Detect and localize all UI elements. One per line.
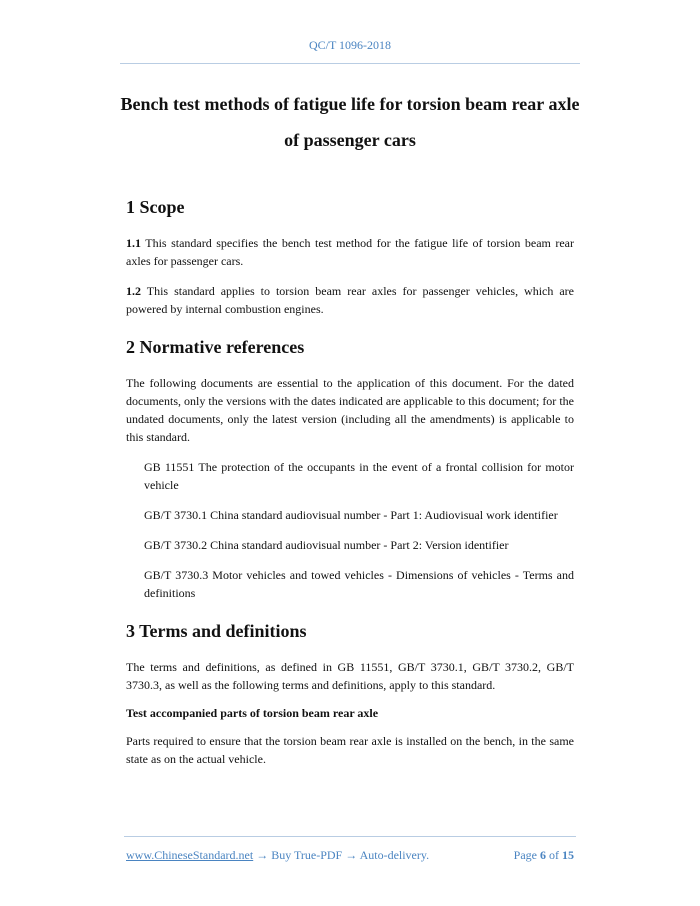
clause-number: 1.2 (126, 284, 141, 298)
normative-intro: The following documents are essential to the application of this document. For the dated documents, only the versions with the dates indicated are applicable to this document; for the undated documents, only the latest version (including all the amendments) is applicable to this standard. (126, 376, 574, 444)
header-doc-code: QC/T 1096-2018 (308, 38, 392, 52)
page-number (514, 848, 574, 863)
page-current: 6 (540, 848, 546, 862)
scope-paragraph-1 (126, 234, 574, 270)
header-divider (120, 63, 580, 64)
page-of-label: of (546, 848, 562, 862)
page-header (0, 38, 700, 53)
title-line-1: Bench test methods of fatigue life for torsion beam rear axle (120, 94, 580, 114)
term-title: Test accompanied parts of torsion beam rear axle (126, 706, 379, 720)
title-line-2: of passenger cars (284, 130, 416, 150)
reference-item: GB/T 3730.3 Motor vehicles and towed vehicles - Dimensions of vehicles - Terms and definitions (144, 568, 574, 600)
section-heading-normative-references: 2 Normative references (126, 337, 305, 357)
clause-text: This standard applies to torsion beam rear axles for passenger vehicles, which are powered by internal combustion engines. (126, 284, 574, 316)
document-title (80, 86, 620, 158)
term-definition: Parts required to ensure that the torsion beam rear axle is installed on the bench, in the same state as on the actual vehicle. (126, 734, 574, 766)
scope-paragraph-2 (126, 282, 574, 318)
reference-item: GB/T 3730.2 China standard audiovisual number - Part 2: Version identifier (144, 538, 509, 552)
section-heading-terms-definitions: 3 Terms and definitions (126, 621, 307, 641)
footer-divider (124, 836, 576, 837)
section-heading-scope: 1 Scope (126, 197, 185, 217)
footer-tagline: → Buy True-PDF → Auto-delivery. (253, 848, 430, 862)
terms-intro: The terms and definitions, as defined in GB 11551, GB/T 3730.1, GB/T 3730.2, GB/T 3730.3, as well as the following terms and definitions, apply to this standard. (126, 660, 574, 692)
site-link[interactable]: www.ChineseStandard.net (126, 848, 254, 862)
reference-item: GB 11551 The protection of the occupants in the event of a frontal collision for motor vehicle (144, 460, 574, 492)
page-label: Page (513, 848, 540, 862)
page-total: 15 (562, 848, 574, 862)
clause-text: This standard specifies the bench test method for the fatigue life of torsion beam rear axles for passenger cars. (126, 236, 574, 268)
footer-promo (126, 848, 429, 863)
clause-number: 1.1 (126, 236, 141, 250)
reference-item: GB/T 3730.1 China standard audiovisual number - Part 1: Audiovisual work identifier (144, 508, 558, 522)
document-body (126, 196, 574, 768)
